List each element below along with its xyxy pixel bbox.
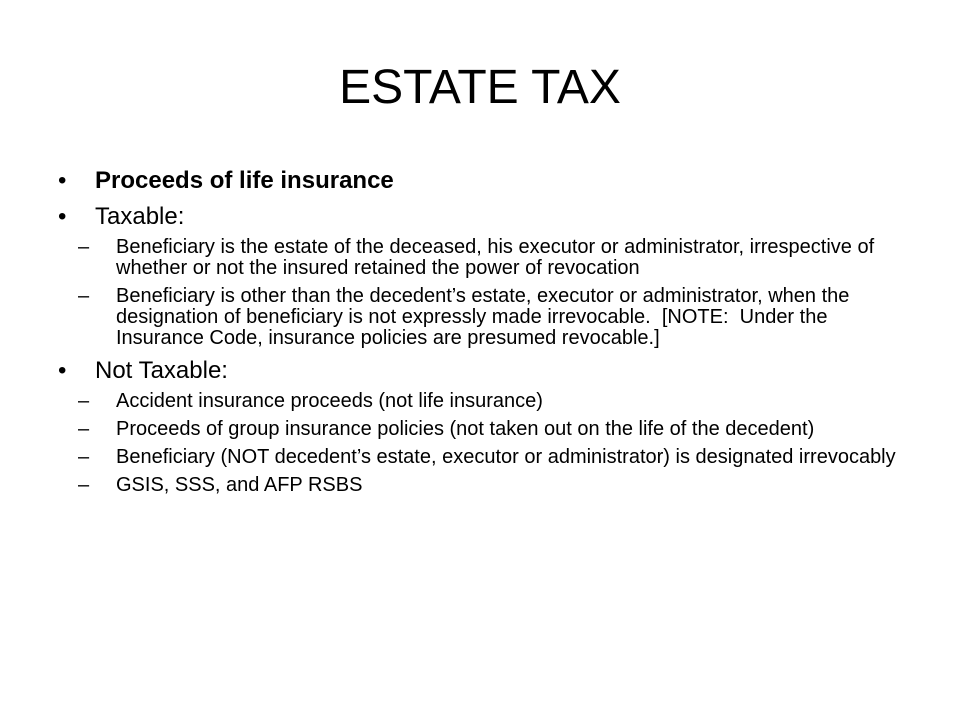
dash-icon: – <box>78 418 90 440</box>
bullet-item-taxable <box>58 203 908 349</box>
bullet-item-not-taxable <box>58 357 908 496</box>
dash-icon: – <box>78 474 90 496</box>
bullet-icon: • <box>58 357 67 384</box>
bullet-text: Not Taxable: <box>95 357 228 384</box>
bullet-item-life-insurance <box>58 167 908 195</box>
sub-item <box>78 447 908 468</box>
sub-item <box>78 475 908 496</box>
slide-title: ESTATE TAX <box>339 61 621 114</box>
bullet-text: Taxable: <box>95 203 185 230</box>
dash-icon: – <box>78 285 90 307</box>
dash-icon: – <box>78 390 90 412</box>
sub-item-text: Accident insurance proceeds (not life insurance) <box>116 390 543 412</box>
dash-icon: – <box>78 236 90 258</box>
bullet-text: Proceeds of life insurance <box>95 167 394 194</box>
sub-item-text: Beneficiary is other than the decedent’s estate, executor or administrator, when the designation of beneficiary is not expressly made irrevocable. [NOTE: Under the Insurance Code, insurance policies are presumed revocable.] <box>116 285 855 349</box>
not-taxable-sublist <box>78 391 908 496</box>
sub-item-text: GSIS, SSS, and AFP RSBS <box>116 474 363 496</box>
sub-item <box>78 237 908 279</box>
sub-item <box>78 391 908 412</box>
sub-item <box>78 286 908 349</box>
sub-item-text: Proceeds of group insurance policies (not taken out on the life of the decedent) <box>116 418 815 440</box>
bullet-icon: • <box>58 167 67 194</box>
sub-item-text: Beneficiary is the estate of the deceased, his executor or administrator, irrespective of whether or not the insured retained the power of revocation <box>116 236 875 279</box>
bullet-list <box>58 167 908 504</box>
bullet-icon: • <box>58 203 67 230</box>
taxable-sublist <box>78 237 908 349</box>
sub-item <box>78 419 908 440</box>
sub-item-text: Beneficiary (NOT decedent’s estate, executor or administrator) is designated irrevocably <box>116 446 896 468</box>
dash-icon: – <box>78 446 90 468</box>
